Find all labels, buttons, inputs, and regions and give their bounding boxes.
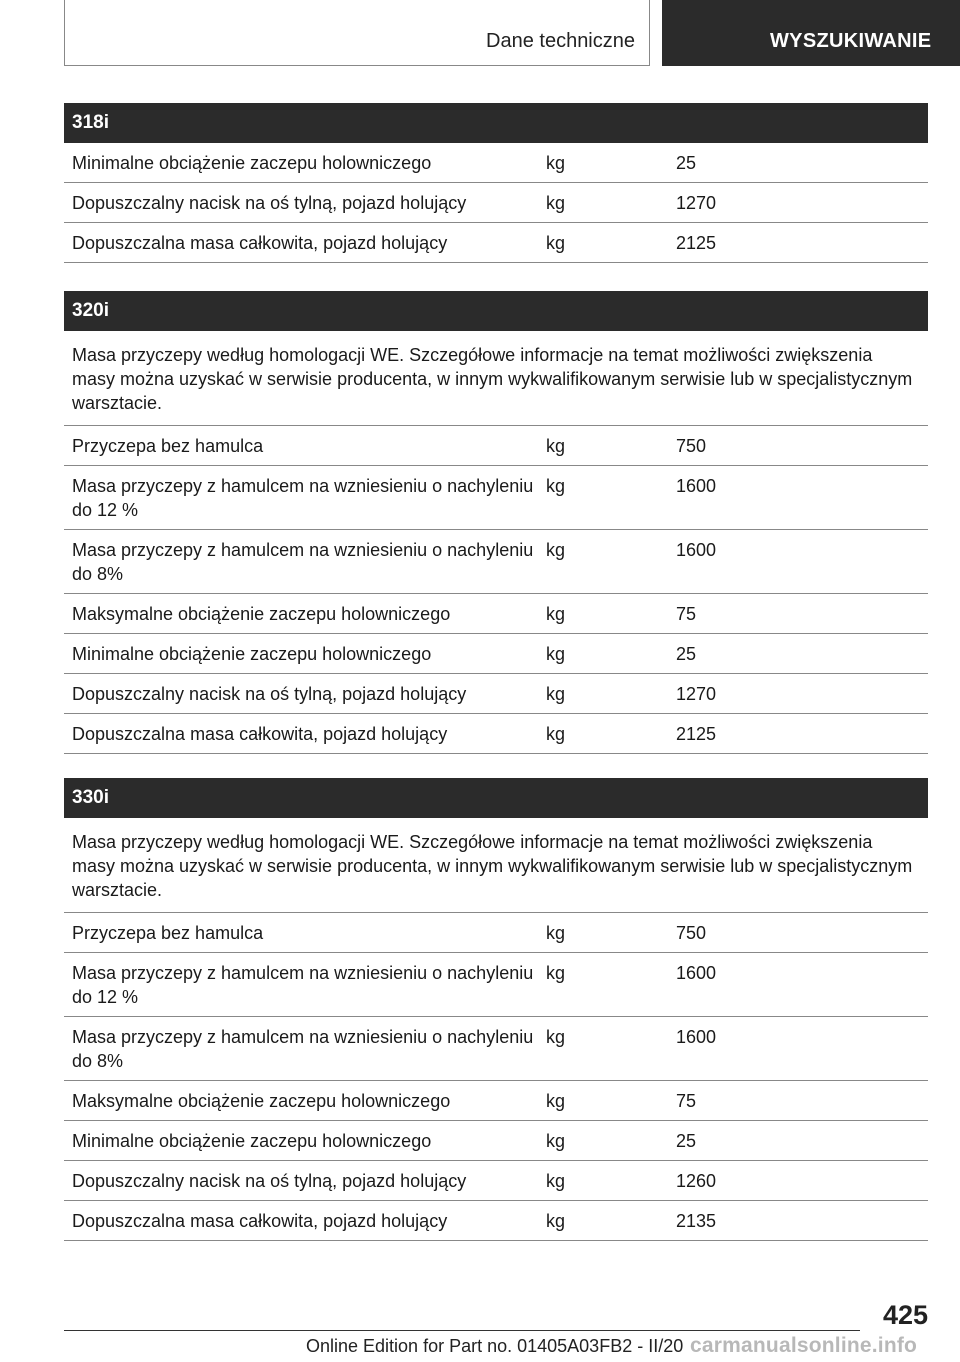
row-value: 75 [676, 604, 697, 624]
row-unit: kg [546, 540, 566, 560]
row-label: Maksymalne obciążenie zaczepu holowniczego [72, 1091, 451, 1111]
row-unit: kg [546, 1027, 566, 1047]
row-value: 750 [676, 436, 707, 456]
row-value: 1600 [676, 540, 717, 560]
table-row [64, 1201, 928, 1241]
row-label: Przyczepa bez hamulca [72, 923, 264, 943]
tab-wyszukiwanie[interactable] [662, 0, 960, 66]
row-unit: kg [546, 193, 566, 213]
row-value: 25 [676, 644, 697, 664]
row-value: 750 [676, 923, 707, 943]
row-unit: kg [546, 153, 566, 173]
row-label: Dopuszczalny nacisk na oś tylną, pojazd holujący [72, 1171, 467, 1191]
watermark-logo: carmanualsonline.info [690, 1334, 918, 1357]
row-label: Masa przyczepy z hamulcem na wzniesieniu o nachyleniu do 8% [72, 540, 534, 584]
row-unit: kg [546, 1091, 566, 1111]
row-value: 1600 [676, 1027, 717, 1047]
row-value: 1270 [676, 193, 717, 213]
row-unit: kg [546, 604, 566, 624]
tab-dane-techniczne-label: Dane techniczne [486, 30, 635, 52]
row-label: Minimalne obciążenie zaczepu holowniczego [72, 644, 432, 664]
row-label: Dopuszczalny nacisk na oś tylną, pojazd holujący [72, 684, 467, 704]
row-value: 1270 [676, 684, 717, 704]
section-intro: Masa przyczepy według homologacji WE. Szczegółowe informacje na temat możliwości zwiększenia masy można uzyskać w serwisie producenta, w innym wykwalifikowanym serwisie lub w specjalistycznym warsztacie. [64, 331, 928, 426]
section-330i [64, 778, 928, 1241]
row-unit: kg [546, 476, 566, 496]
row-label: Dopuszczalny nacisk na oś tylną, pojazd holujący [72, 193, 467, 213]
footer-divider [64, 1330, 860, 1331]
row-label: Maksymalne obciążenie zaczepu holowniczego [72, 604, 451, 624]
section-320i [64, 291, 928, 754]
row-label: Dopuszczalna masa całkowita, pojazd holujący [72, 724, 448, 744]
section-intro: Masa przyczepy według homologacji WE. Szczegółowe informacje na temat możliwości zwiększenia masy można uzyskać w serwisie producenta, w innym wykwalifikowanym serwisie lub w specjalistycznym warsztacie. [64, 818, 928, 913]
table-row [64, 674, 928, 714]
table-row [64, 953, 928, 1017]
table-row [64, 1017, 928, 1081]
table-row [64, 466, 928, 530]
row-label: Dopuszczalna masa całkowita, pojazd holujący [72, 1211, 448, 1231]
row-unit: kg [546, 233, 566, 253]
table-row [64, 223, 928, 263]
row-unit: kg [546, 1171, 566, 1191]
section-318i [64, 103, 928, 263]
table-row [64, 714, 928, 754]
row-value: 2125 [676, 724, 717, 744]
row-value: 1600 [676, 476, 717, 496]
table-row [64, 183, 928, 223]
table-row [64, 594, 928, 634]
row-value: 25 [676, 1131, 697, 1151]
row-unit: kg [546, 436, 566, 456]
row-unit: kg [546, 724, 566, 744]
row-value: 2135 [676, 1211, 717, 1231]
table-row [64, 913, 928, 953]
row-value: 25 [676, 153, 697, 173]
row-label: Masa przyczepy z hamulcem na wzniesieniu o nachyleniu do 8% [72, 1027, 534, 1071]
row-label: Przyczepa bez hamulca [72, 436, 264, 456]
page-number: 425 [882, 1300, 928, 1330]
tab-wyszukiwanie-label: WYSZUKIWANIE [770, 30, 932, 52]
section-title: 318i [64, 103, 928, 143]
row-value: 2125 [676, 233, 717, 253]
row-label: Minimalne obciążenie zaczepu holowniczego [72, 1131, 432, 1151]
row-label: Masa przyczepy z hamulcem na wzniesieniu o nachyleniu do 12 % [72, 476, 534, 520]
table-row [64, 530, 928, 594]
row-label: Minimalne obciążenie zaczepu holowniczego [72, 153, 432, 173]
row-value: 1260 [676, 1171, 717, 1191]
row-value: 1600 [676, 963, 717, 983]
table-row [64, 426, 928, 466]
table-row [64, 1081, 928, 1121]
row-unit: kg [546, 684, 566, 704]
row-unit: kg [546, 963, 566, 983]
table-row [64, 143, 928, 183]
tab-dane-techniczne[interactable] [64, 0, 650, 66]
footer-edition: Online Edition for Part no. 01405A03FB2 - II/20 [306, 1336, 684, 1356]
row-unit: kg [546, 1131, 566, 1151]
section-title: 330i [64, 778, 928, 818]
row-unit: kg [546, 923, 566, 943]
row-label: Masa przyczepy z hamulcem na wzniesieniu o nachyleniu do 12 % [72, 963, 534, 1007]
row-unit: kg [546, 644, 566, 664]
row-unit: kg [546, 1211, 566, 1231]
table-row [64, 1121, 928, 1161]
section-title: 320i [64, 291, 928, 331]
table-row [64, 1161, 928, 1201]
row-label: Dopuszczalna masa całkowita, pojazd holujący [72, 233, 448, 253]
row-value: 75 [676, 1091, 697, 1111]
table-row [64, 634, 928, 674]
